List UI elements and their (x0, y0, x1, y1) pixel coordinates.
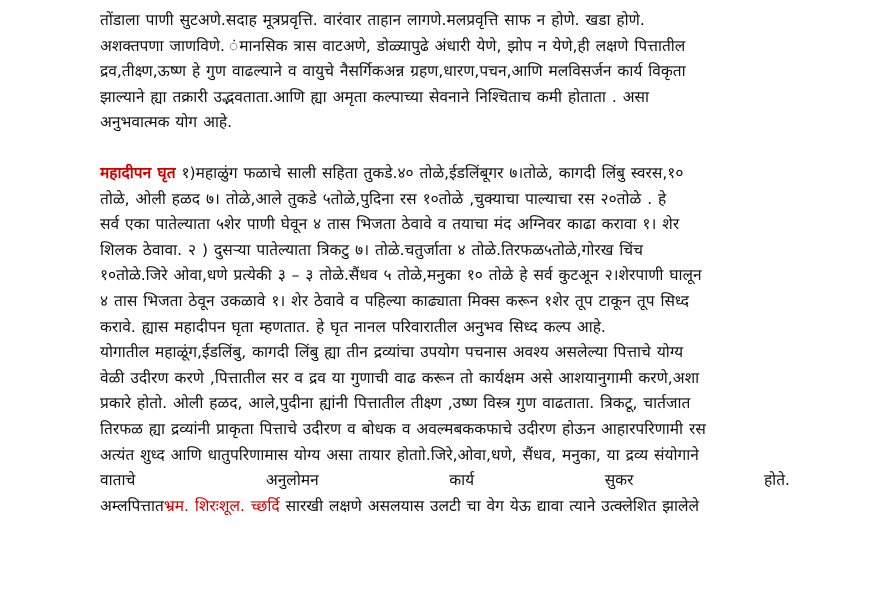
text-line: सर्व एका पातेल्याता ५शेर पाणी घेवून ४ तास भिजता ठेवावे व तयाचा मंद अग्निवर काढा करावा १। शेर (100, 215, 680, 234)
amlapitta-suffix: सारखी लक्षणे असलयास उलटी चा वेग येऊ द्यावा त्याने उत्क्लेशित झालेले (285, 496, 699, 515)
word: सुकर (604, 471, 634, 490)
word: वाताचे (100, 471, 136, 490)
symptom-highlight: भ्रम. शिरःशूल. च्छर्दि (163, 496, 280, 515)
paragraph-amlapitta (100, 494, 790, 520)
text-line: तोळे, ओली हळद ७। तोळे,आले तुकडे ५तोळे,पुदिना रस १०तोळे ,चुक्याचा पाल्याचा रस २०तोळे . हे (100, 189, 667, 208)
text-line-justified (100, 468, 790, 494)
text-line: करावे. ह्यास महादीपन घृता म्हणतात. हे घृत नानल परिवारातील अनुभव सिध्द कल्प आहे. (100, 317, 606, 336)
text-line: वेळी उदीरण करणे ,पित्तातील सर व द्रव या गुणाची वाढ करून तो कार्यक्षम असे आशयानुगामी करणे,अशा (100, 368, 700, 387)
paragraph-mahadipan-ghrut (100, 161, 790, 494)
recipe-first-line: १)महाळुंग फळाचे साली सहिता तुकडे.४० तोळे,ईडलिंबूगर ७।तोळे, कागदी लिंबु स्वरस,१० (181, 163, 684, 182)
text-line: अनुभवात्मक योग आहे. (100, 113, 233, 132)
recipe-heading: महादीपन घृत (100, 163, 176, 182)
text-line (100, 161, 790, 187)
amlapitta-prefix: अम्लपित्तात (100, 496, 164, 515)
text-line: प्रकारे होतो. ओली हळद, आले,पुदीना ह्यांनी पित्तातील तीक्ष्ण ,उष्ण विस्त्र गुण वाढताता. त्रिकटू, चार्तजात (100, 394, 691, 413)
text-line: अत्यंत शुध्द आणि धातुपरिणामास योग्य असा तायार होताो.जिरे,ओवा,धणे, सैंधव, मनुका, या द्रव्य संयोगाने (100, 445, 699, 464)
text-line: तिरफळ ह्या द्रव्यांनी प्राकृता पित्ताचे उदीरण व बोधक व अवल्मबककफाचे उदीरण होऊन आहारपरिणामी रस (100, 419, 706, 438)
paragraph-symptoms (100, 8, 790, 136)
word: अनुलोमन (265, 471, 319, 490)
document-page (100, 0, 790, 602)
text-line: तोंडाला पाणी सुटअणे.सदाह मूत्रप्रवृत्ति. वारंवार ताहान लागणे.मलप्रवृत्ति साफ न होणे. खडा होणे. (100, 11, 645, 29)
text-line: १०तोळे.जिरे ओवा,धणे प्रत्येकी ३ – ३ तोळे.सैंधव ५ तोळे,मनुका १० तोळे हे सर्व कुटअून २।शेरपाणी घालून (100, 266, 702, 285)
text-line: योगातील महाळूंग,ईडलिंबु, कागदी लिंबु ह्या तीन द्रव्यांचा उपयोग पचनास अवश्य असलेल्या पित्ताचे योग्य (100, 343, 684, 362)
text-line (100, 494, 790, 520)
text-line: अशक्तपणा जाणविणे. ंमानसिक त्रास वाटअणे, डोळ्यापुढे अंधारी येणे, झोप न येणे,ही लक्षणे पित्तातील (100, 36, 686, 55)
word: कार्य (449, 471, 475, 490)
text-line: ४ तास भिजता ठेवून उकळावे १। शेर ठेवावे व पहिल्या काढ्याता मिक्स करून १शेर तूप टाकून तूप सिध्द (100, 291, 689, 310)
text-line: द्रव,तीक्ष्ण,ऊष्ण हे गुण वाढल्याने व वायुचे नैसर्गिकअन्न ग्रहण,धारण,पचन,आणि मलविसर्जन कार्य विकृता (100, 62, 686, 81)
text-line: शिलक ठेवावा. २ ) दुसऱ्या पातेल्याता त्रिकटु ७। तोळे.चतुर्जाता ४ तोळे.तिरफळ५तोळे,गोरख चिंच (100, 240, 643, 259)
word: होते. (763, 471, 790, 490)
text-line: झाल्याने ह्या तक्रारी उद्भवताता.आणि ह्या अमृता कल्पाच्या सेवनाने निश्चिताच कमी होताता . असा (100, 87, 650, 106)
